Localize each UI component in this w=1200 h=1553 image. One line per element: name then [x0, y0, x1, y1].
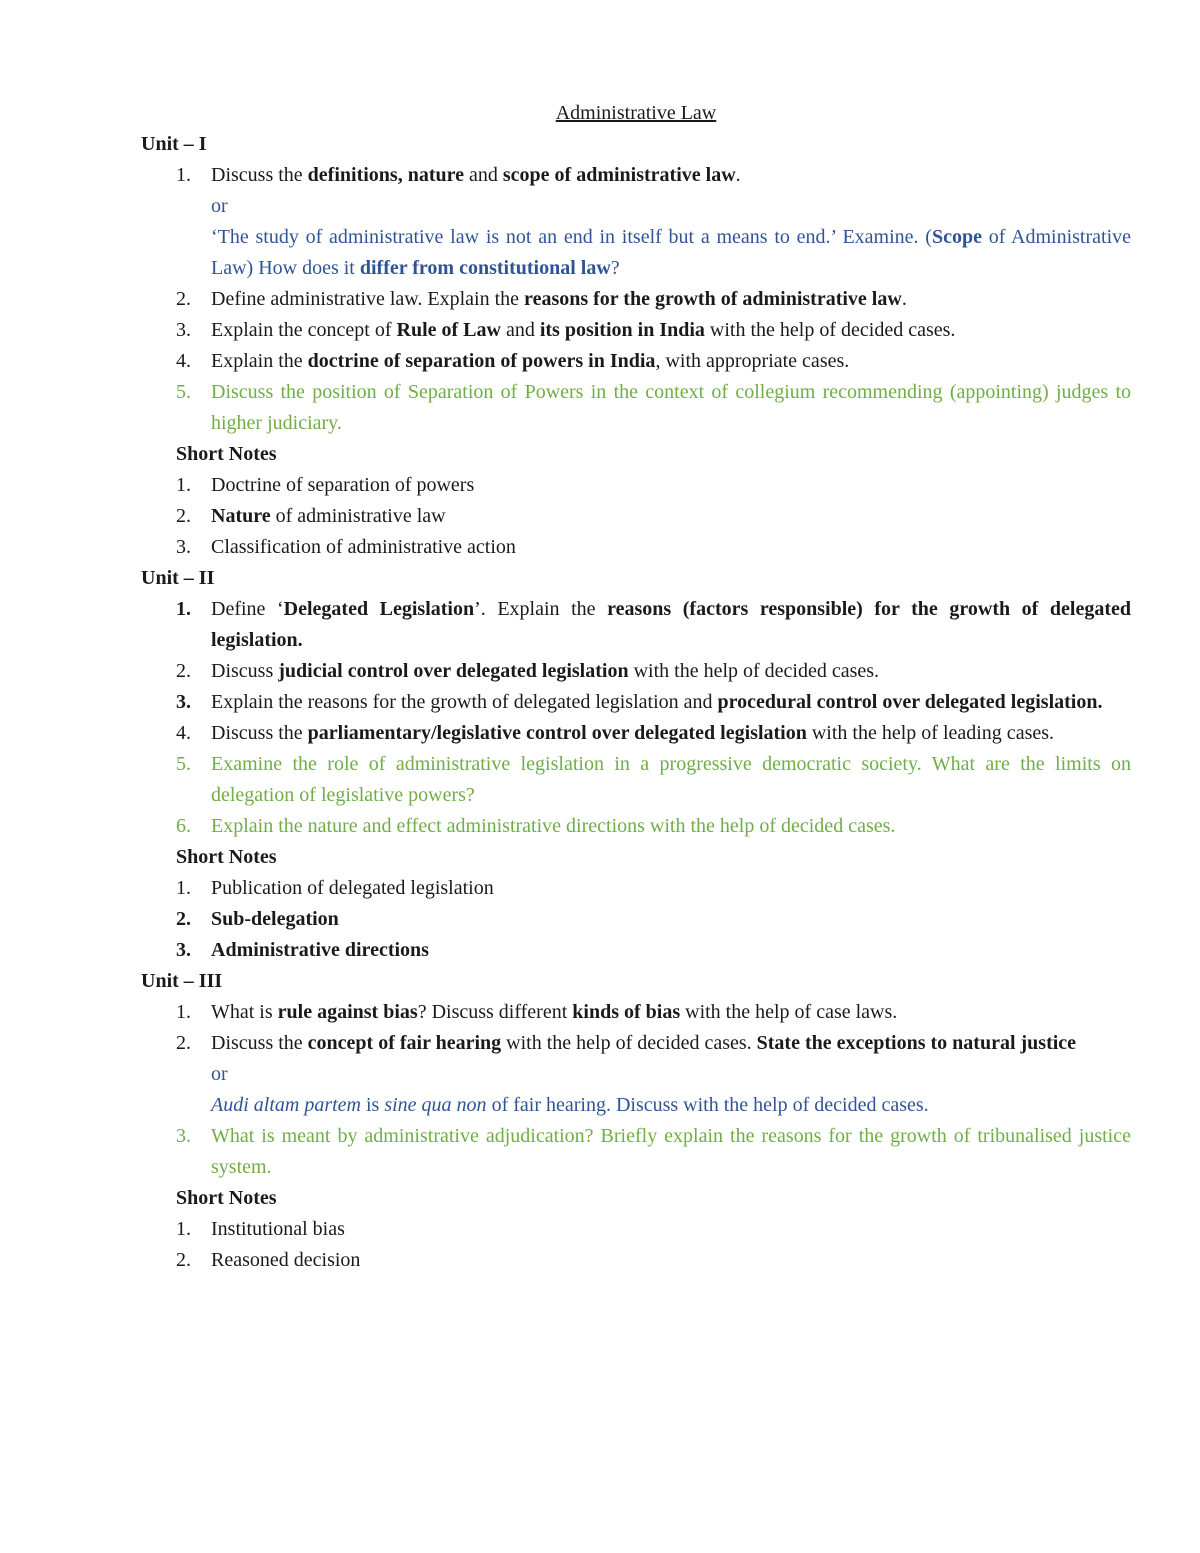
- question-number: 5.: [176, 753, 191, 775]
- text-run: Examine the role of administrative legislation in a progressive democratic society. What are the limits on delegation of legislative powers?: [211, 753, 1131, 806]
- question-item: [176, 346, 1131, 377]
- question-item: [176, 315, 1131, 346]
- text-run: scope of administrative law: [502, 164, 736, 186]
- text-run: Nature: [211, 505, 271, 527]
- question-number: 4.: [176, 722, 191, 744]
- text-run: with the help of decided cases.: [628, 660, 880, 682]
- note-text: [211, 1214, 1131, 1245]
- text-run: doctrine of separation of powers in India: [307, 350, 656, 372]
- question-text: [211, 811, 1131, 842]
- text-run: reasons (factors responsible) for the growth of delegated legislation.: [211, 598, 1131, 651]
- text-run: ‘The study of administrative law is not an end in itself but a means to end.’ Examine. (: [211, 226, 932, 248]
- short-note-item: [176, 873, 1131, 904]
- question-item: [176, 1028, 1131, 1059]
- short-notes-heading: Short Notes: [176, 846, 277, 868]
- text-run: judicial control over delegated legislation: [278, 660, 629, 682]
- text-run: Explain the concept of: [211, 319, 397, 341]
- question-number: 2.: [176, 1032, 191, 1054]
- question-text: [211, 160, 1131, 191]
- question-item: [176, 811, 1131, 842]
- text-run: State the exceptions to natural justice: [756, 1032, 1077, 1054]
- short-note-item: [176, 532, 1131, 563]
- text-run: ?: [610, 257, 620, 279]
- note-text: [211, 470, 1131, 501]
- question-number: 3.: [176, 319, 191, 341]
- question-number: 4.: [176, 350, 191, 372]
- text-run: of fair hearing. Discuss with the help of decided cases.: [486, 1094, 929, 1116]
- text-run: Delegated Legislation: [283, 598, 475, 620]
- unit-heading: Unit – II: [141, 567, 215, 589]
- short-notes-heading: Short Notes: [176, 1187, 277, 1209]
- question-number: 3.: [176, 691, 191, 713]
- text-run: with the help of decided cases.: [704, 319, 956, 341]
- units-container: [141, 129, 1131, 1276]
- text-run: parliamentary/legislative control over delegated legislation: [307, 722, 807, 744]
- or-separator: or: [211, 195, 228, 217]
- question-text: [211, 315, 1131, 346]
- text-run: rule against bias: [277, 1001, 418, 1023]
- text-run: Scope: [931, 226, 982, 248]
- text-run: Explain the reasons for the growth of delegated legislation and: [211, 691, 718, 713]
- text-run: , with appropriate cases.: [655, 350, 850, 372]
- short-note-item: [176, 935, 1131, 966]
- question-text: [211, 377, 1131, 439]
- text-run: procedural control over delegated legislation.: [717, 691, 1103, 713]
- question-number: 2.: [176, 660, 191, 682]
- note-number: 3.: [176, 536, 191, 558]
- note-text: [211, 935, 1131, 966]
- text-run: .: [901, 288, 907, 310]
- question-number: 3.: [176, 1125, 191, 1147]
- text-run: Classification of administrative action: [211, 536, 516, 558]
- text-run: of administrative law: [270, 505, 446, 527]
- alternate-question: [211, 222, 1131, 284]
- text-run: Discuss the: [211, 1032, 308, 1054]
- question-item: [176, 284, 1131, 315]
- question-text: [211, 656, 1131, 687]
- question-item: [176, 377, 1131, 439]
- question-number: 1.: [176, 1001, 191, 1023]
- text-run: with the help of case laws.: [680, 1001, 898, 1023]
- question-item: [176, 749, 1131, 811]
- question-text: [211, 687, 1131, 718]
- question-text: [211, 594, 1131, 656]
- question-text: [211, 749, 1131, 811]
- short-note-item: [176, 501, 1131, 532]
- text-run: with the help of decided cases.: [501, 1032, 757, 1054]
- alternate-question: [211, 1090, 1131, 1121]
- text-run: Sub-delegation: [211, 908, 339, 930]
- short-note-item: [176, 470, 1131, 501]
- text-run: Administrative directions: [211, 939, 429, 961]
- text-run: kinds of bias: [572, 1001, 681, 1023]
- text-run: is: [361, 1094, 385, 1116]
- question-item: [176, 594, 1131, 656]
- short-notes-heading: Short Notes: [176, 443, 277, 465]
- text-run: Institutional bias: [211, 1218, 345, 1240]
- text-run: Explain the nature and effect administrative directions with the help of decided cases.: [211, 815, 896, 837]
- document-content: [141, 98, 1131, 1276]
- question-number: 1.: [176, 598, 191, 620]
- note-number: 2.: [176, 505, 191, 527]
- question-item: [176, 160, 1131, 191]
- text-run: concept of fair hearing: [307, 1032, 502, 1054]
- text-run: of Administrative Law) How does it: [211, 226, 1131, 279]
- unit-heading: Unit – I: [141, 133, 207, 155]
- text-run: and: [464, 164, 503, 186]
- document-title: Administrative Law: [555, 102, 717, 124]
- question-item: [176, 687, 1131, 718]
- note-number: 1.: [176, 1218, 191, 1240]
- text-run: What is meant by administrative adjudication? Briefly explain the reasons for the growth of tribunalised justice system.: [211, 1125, 1131, 1178]
- question-number: 6.: [176, 815, 191, 837]
- question-item: [176, 656, 1131, 687]
- question-number: 2.: [176, 288, 191, 310]
- text-run: differ from constitutional law: [359, 257, 611, 279]
- text-run: Rule of Law: [396, 319, 501, 341]
- text-run: Discuss: [211, 660, 279, 682]
- text-run: Reasoned decision: [211, 1249, 361, 1271]
- unit-heading: Unit – III: [141, 970, 223, 992]
- text-run: definitions, nature: [307, 164, 464, 186]
- text-run: ’. Explain the: [474, 598, 608, 620]
- note-text: [211, 1245, 1131, 1276]
- question-text: [211, 284, 1131, 315]
- text-run: Discuss the: [211, 164, 308, 186]
- text-run: Discuss the position of Separation of Powers in the context of collegium recommending (appointing) judges to higher judiciary.: [211, 381, 1131, 434]
- text-run: Publication of delegated legislation: [211, 877, 494, 899]
- short-note-item: [176, 1214, 1131, 1245]
- note-number: 2.: [176, 908, 191, 930]
- text-run: Explain the: [211, 350, 308, 372]
- text-run: .: [735, 164, 741, 186]
- question-item: [176, 997, 1131, 1028]
- question-text: [211, 997, 1131, 1028]
- question-item: [176, 1121, 1131, 1183]
- text-run: Define administrative law. Explain the: [211, 288, 525, 310]
- text-run: Discuss the: [211, 722, 308, 744]
- text-run: Doctrine of separation of powers: [211, 474, 475, 496]
- text-run: Audi altam partem: [211, 1094, 361, 1116]
- text-run: ? Discuss different: [417, 1001, 573, 1023]
- question-text: [211, 718, 1131, 749]
- text-run: its position in India: [539, 319, 705, 341]
- short-note-item: [176, 904, 1131, 935]
- note-number: 2.: [176, 1249, 191, 1271]
- question-text: [211, 1028, 1131, 1059]
- note-text: [211, 904, 1131, 935]
- text-run: Define ‘: [211, 598, 284, 620]
- text-run: with the help of leading cases.: [806, 722, 1055, 744]
- note-text: [211, 501, 1131, 532]
- note-text: [211, 873, 1131, 904]
- or-separator: or: [211, 1063, 228, 1085]
- question-number: 5.: [176, 381, 191, 403]
- note-text: [211, 532, 1131, 563]
- note-number: 1.: [176, 877, 191, 899]
- question-text: [211, 1121, 1131, 1183]
- note-number: 1.: [176, 474, 191, 496]
- text-run: reasons for the growth of administrative law: [524, 288, 902, 310]
- note-number: 3.: [176, 939, 191, 961]
- text-run: sine qua non: [384, 1094, 487, 1116]
- text-run: What is: [211, 1001, 278, 1023]
- text-run: and: [500, 319, 540, 341]
- question-number: 1.: [176, 164, 191, 186]
- short-note-item: [176, 1245, 1131, 1276]
- question-item: [176, 718, 1131, 749]
- question-text: [211, 346, 1131, 377]
